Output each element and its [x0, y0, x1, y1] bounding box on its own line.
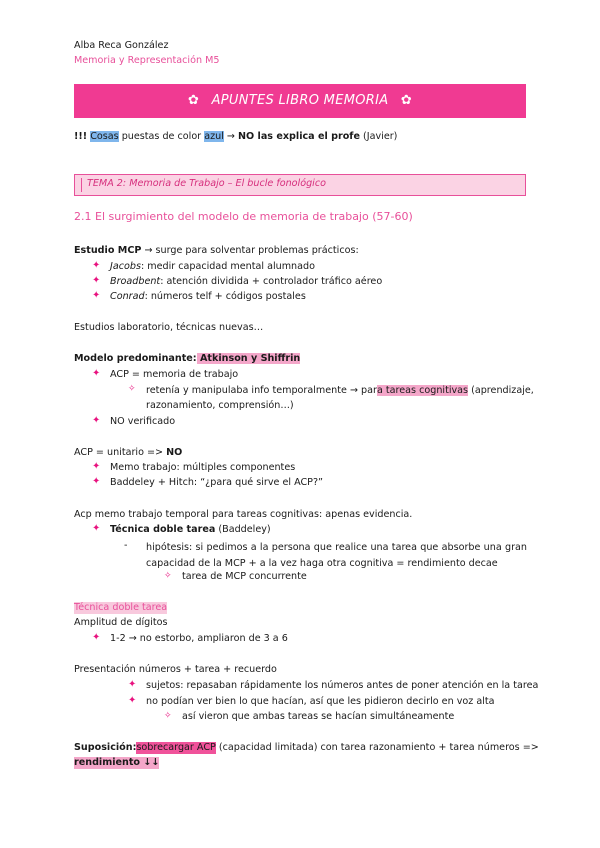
section-title: 2.1 El surgimiento del modelo de memoria de trabajo (57-60)	[74, 210, 413, 223]
note-tail: (Javier)	[359, 131, 398, 142]
bullet-icon: ✦	[92, 632, 101, 643]
estudio-line	[74, 245, 359, 257]
list-item: Broadbent: atención dividida + controlador tráfico aéreo	[110, 276, 383, 287]
modelo-line: Modelo predominante: Atkinson y Shiffrin	[74, 353, 301, 364]
tecnica-heading: Técnica doble tarea	[74, 602, 168, 613]
bullet-icon: ✦	[128, 679, 137, 690]
hipotesis-text: hipótesis: si pedimos a la persona que realice una tarea que absorbe una gran capacidad de la MCP + a la vez haga otra cognitiva = rendimiento decae	[146, 542, 527, 569]
unitario-line: ACP = unitario => NO	[74, 447, 183, 458]
presentacion-title: Presentación números + tarea + recuerdo	[74, 664, 277, 675]
tema-text: TEMA 2: Memoria de Trabajo – El bucle fonológico	[87, 178, 326, 189]
flower-icon: ✿	[400, 93, 413, 108]
bullet-icon: ✦	[92, 260, 101, 271]
sub-bullet-icon: ✧	[164, 711, 172, 721]
estudio-rest: → surge para solventar problemas prácticos:	[141, 245, 359, 256]
suposicion-line: Suposición: sobrecargar ACP (capacidad limitada) con tarea razonamiento + tarea números =>	[74, 742, 539, 753]
sub-item-cont: razonamiento, comprensión…)	[146, 400, 294, 411]
list-item: NO verificado	[110, 416, 176, 427]
note-middle: puestas de color	[118, 131, 205, 142]
list-item: Memo trabajo: múltiples componentes	[110, 462, 296, 473]
acp-memo-line: Acp memo trabajo temporal para tareas cognitivas: apenas evidencia.	[74, 509, 413, 520]
list-item: sujetos: repasaban rápidamente los números antes de poner atención en la tarea	[146, 680, 539, 691]
note-cosas: Cosas	[90, 131, 119, 142]
list-item: 1-2 → no estorbo, ampliaron de 3 a 6	[110, 633, 288, 644]
list-item: Conrad: números telf + códigos postales	[110, 291, 306, 302]
tema-heading	[74, 174, 526, 196]
note-azul: azul	[204, 131, 224, 142]
title-banner	[74, 84, 526, 118]
color-note	[74, 131, 397, 143]
sub-bullet-icon: ✧	[128, 384, 136, 394]
list-item: ACP = memoria de trabajo	[110, 369, 239, 380]
banner-title: APUNTES LIBRO MEMORIA	[211, 93, 389, 108]
bullet-icon: ✦	[92, 415, 101, 426]
subject-name: Memoria y Representación M5	[74, 55, 220, 66]
rendimiento-highlight: rendimiento ↓↓	[74, 757, 160, 768]
bullet-icon: ✦	[92, 275, 101, 286]
list-item: Baddeley + Hitch: “¿para qué sirve el ACP?”	[110, 477, 324, 488]
bullet-icon: ✦	[92, 461, 101, 472]
author-name: Alba Reca González	[74, 40, 169, 51]
dash-marker: -	[124, 540, 128, 551]
tema-bar	[81, 178, 82, 192]
note-arrow: →	[223, 131, 238, 142]
note-prefix: !!!	[74, 131, 88, 142]
bullet-icon: ✦	[128, 695, 137, 706]
amplitud-title: Amplitud de dígitos	[74, 617, 168, 628]
sub-bullet-icon: ✧	[164, 571, 172, 581]
bullet-icon: ✦	[92, 368, 101, 379]
sub-item: retenía y manipulaba info temporalmente → para tareas cognitivas (aprendizaje,	[146, 385, 534, 396]
bullet-icon: ✦	[92, 523, 101, 534]
list-item: Técnica doble tarea (Baddeley)	[110, 524, 271, 535]
sub-item: tarea de MCP concurrente	[182, 571, 307, 582]
flower-icon: ✿	[187, 93, 200, 108]
estudio-lead: Estudio MCP	[74, 245, 142, 256]
list-item: Jacobs: medir capacidad mental alumnado	[110, 261, 315, 272]
laboratorio-line: Estudios laboratorio, técnicas nuevas…	[74, 322, 264, 333]
note-rest: NO las explica el profe	[238, 131, 360, 142]
bullet-icon: ✦	[92, 290, 101, 301]
list-item: no podían ver bien lo que hacían, así que les pidieron decirlo en voz alta	[146, 696, 495, 707]
sub-item: así vieron que ambas tareas se hacían simultáneamente	[182, 711, 455, 722]
bullet-icon: ✦	[92, 476, 101, 487]
